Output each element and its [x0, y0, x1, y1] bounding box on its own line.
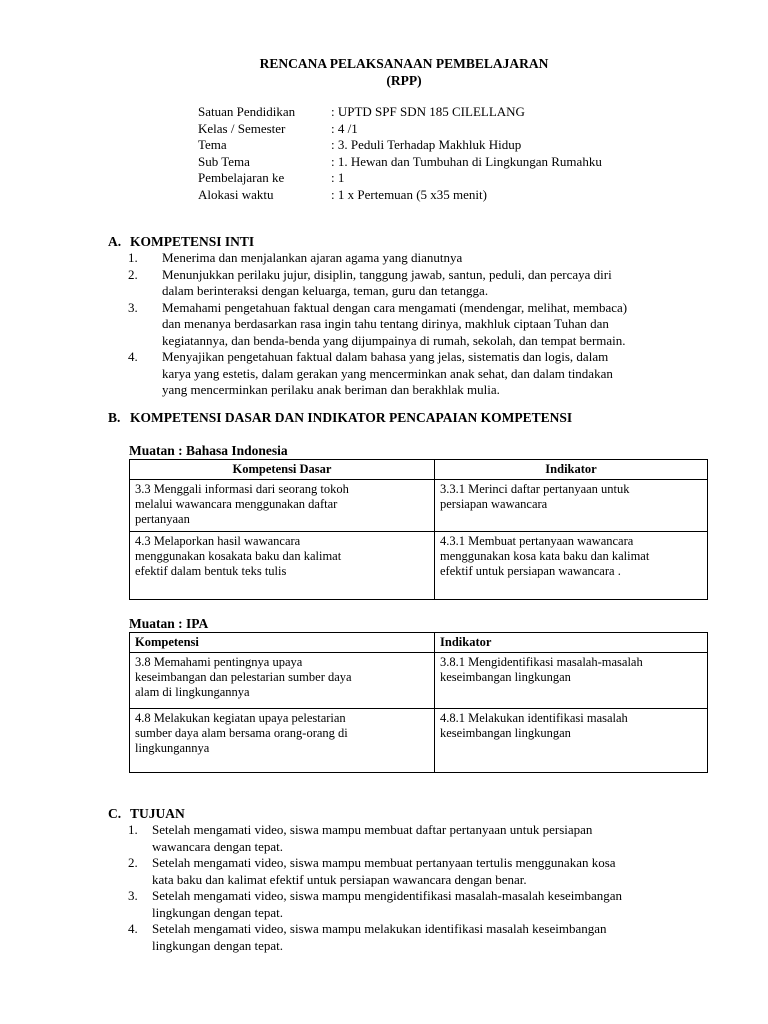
column-header: Indikator [435, 460, 708, 480]
list-text: Setelah mengamati video, siswa mampu mengidentifikasi masalah-masalah keseimbangan lingkungan dengan tepat. [152, 888, 623, 920]
list-text: Menunjukkan perilaku jujur, disiplin, tanggung jawab, santun, peduli, dan percaya diri dalam berinteraksi dengan keluarga, teman, guru dan tetangga. [162, 266, 612, 298]
table-cell: 4.8.1 Melakukan identifikasi masalah keseimbangan lingkungan [435, 709, 708, 773]
list-text: Setelah mengamati video, siswa mampu membuat pertanyaan tertulis menggunakan kosa kata baku dan kalimat efektif untuk persiapan wawancara dengan benar. [152, 855, 616, 887]
identity-row [198, 154, 602, 171]
section-c-heading [108, 806, 185, 823]
identity-value: : UPTD SPF SDN 185 CILELLANG [331, 104, 525, 119]
identity-label: Alokasi waktu [198, 186, 274, 202]
identity-label: Kelas / Semester [198, 120, 286, 136]
list-text: Menerima dan menjalankan ajaran agama yang dianutnya [162, 250, 463, 265]
section-letter: C. [108, 806, 122, 821]
table-cell: 4.3 Melaporkan hasil wawancara menggunakan kosakata baku dan kalimat efektif dalam bentuk teks tulis [130, 532, 435, 600]
list-number: 4. [128, 921, 138, 936]
table-row [130, 653, 708, 709]
table-header-row [130, 633, 708, 653]
table-cell: 3.8.1 Mengidentifikasi masalah-masalah keseimbangan lingkungan [435, 653, 708, 709]
section-title: KOMPETENSI DASAR DAN INDIKATOR PENCAPAIAN KOMPETENSI [130, 410, 573, 425]
identity-row [198, 187, 602, 204]
identity-row [198, 170, 602, 187]
section-letter: B. [108, 410, 121, 425]
list-number: 3. [128, 888, 138, 903]
table-header-row [130, 460, 708, 480]
table-cell: 3.3.1 Merinci daftar pertanyaan untuk persiapan wawancara [435, 480, 708, 532]
document-subtitle: (RPP) [386, 73, 422, 88]
section-b-heading [108, 410, 572, 427]
identity-row [198, 104, 602, 121]
list-item [128, 921, 707, 954]
list-number: 3. [128, 299, 138, 315]
identity-label: Tema [198, 137, 227, 152]
identity-value: : 4 /1 [331, 120, 358, 136]
list-number: 2. [128, 266, 138, 282]
kompetensi-inti-list [128, 250, 707, 399]
ipa-table [129, 632, 708, 773]
identity-label: Pembelajaran ke [198, 170, 285, 185]
tujuan-list [128, 822, 707, 954]
list-item [128, 250, 707, 267]
list-item [128, 855, 707, 888]
column-header: Kompetensi Dasar [130, 460, 435, 480]
list-number: 2. [128, 855, 138, 870]
list-number: 4. [128, 349, 138, 364]
list-text: Memahami pengetahuan faktual dengan cara mengamati (mendengar, melihat, membaca) dan menanya berdasarkan rasa ingin tahu tentang dirinya, makhluk ciptaan Tuhan dan kegiatannya, dan benda-benda yang dijumpainya di rumah, sekolah, dan tempat bermain. [162, 299, 628, 348]
muatan-ipa-label: Muatan : IPA [129, 616, 209, 631]
document-title: RENCANA PELAKSANAAN PEMBELAJARAN [259, 56, 549, 71]
list-text: Setelah mengamati video, siswa mampu melakukan identifikasi masalah keseimbangan lingkungan dengan tepat. [152, 921, 607, 953]
list-number: 1. [128, 822, 138, 837]
section-title: KOMPETENSI INTI [130, 234, 255, 249]
section-title: TUJUAN [130, 806, 185, 821]
identity-value: : 1. Hewan dan Tumbuhan di Lingkungan Rumahku [331, 153, 602, 169]
section-letter: A. [108, 234, 122, 249]
list-text: Setelah mengamati video, siswa mampu membuat daftar pertanyaan untuk persiapan wawancara dengan tepat. [152, 822, 593, 854]
table-cell: 3.8 Memahami pentingnya upaya keseimbangan dan pelestarian sumber daya alam di lingkungannya [130, 653, 435, 709]
identity-label: Sub Tema [198, 153, 250, 169]
section-a-heading [108, 234, 254, 251]
list-item [128, 888, 707, 921]
identity-label: Satuan Pendidikan [198, 104, 296, 119]
identity-row [198, 137, 602, 154]
list-item [128, 349, 707, 399]
identity-value: : 1 [331, 170, 345, 185]
identity-value: : 3. Peduli Terhadap Makhluk Hidup [331, 137, 522, 152]
identity-value: : 1 x Pertemuan (5 x35 menit) [331, 186, 487, 202]
table-row [130, 532, 708, 600]
table-row [130, 709, 708, 773]
column-header: Kompetensi [130, 633, 435, 653]
identity-block [198, 104, 602, 203]
column-header: Indikator [435, 633, 708, 653]
list-item [128, 822, 707, 855]
table-cell: 3.3 Menggali informasi dari seorang tokoh melalui wawancara menggunakan daftar pertanyaan [130, 480, 435, 532]
table-cell: 4.8 Melakukan kegiatan upaya pelestarian sumber daya alam bersama orang-orang di lingkungannya [130, 709, 435, 773]
muatan-bahasa-indonesia-label: Muatan : Bahasa Indonesia [129, 443, 288, 458]
list-item [128, 300, 707, 350]
table-row [130, 480, 708, 532]
list-number: 1. [128, 250, 138, 265]
list-text: Menyajikan pengetahuan faktual dalam bahasa yang jelas, sistematis dan logis, dalam karya yang estetis, dalam gerakan yang mencerminkan anak sehat, dan dalam tindakan yang mencerminkan perilaku anak beriman dan berakhlak mulia. [162, 349, 613, 397]
bahasa-indonesia-table [129, 459, 708, 600]
identity-row [198, 121, 602, 138]
table-cell: 4.3.1 Membuat pertanyaan wawancara menggunakan kosa kata baku dan kalimat efektif untuk persiapan wawancara . [435, 532, 708, 600]
list-item [128, 267, 707, 300]
